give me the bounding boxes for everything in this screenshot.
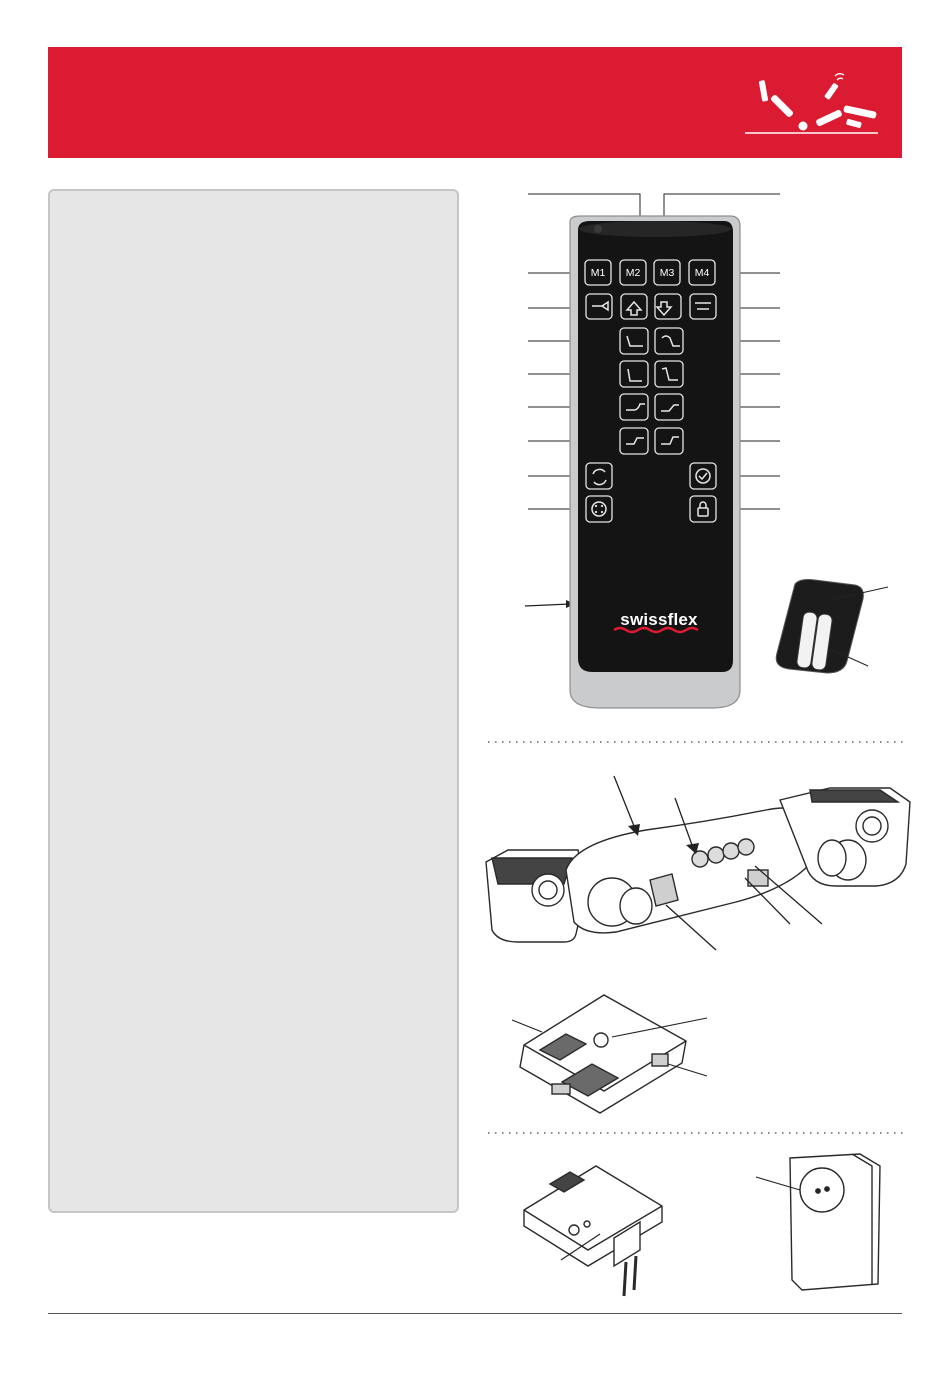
power-adapter-illustration [524,1166,662,1296]
m4-label: M4 [694,267,710,279]
foot-rest-up-button[interactable] [620,428,648,454]
m3-label: M3 [659,267,675,279]
flat-button[interactable] [690,294,716,319]
motor-unit-illustration [486,788,910,942]
body-arrow [525,604,570,606]
brand-logo: swissflex [620,610,698,629]
leg-rest-down-button[interactable] [655,394,683,420]
wall-socket-illustration [790,1154,880,1290]
head-rest-up-button[interactable] [620,361,648,387]
m1-label: M1 [590,267,606,279]
receiver-illustration [520,995,686,1113]
battery-compartment-illustration [776,580,888,674]
back-rest-up-button[interactable] [620,328,648,354]
leg-rest-up-button[interactable] [620,394,648,420]
head-rest-down-button[interactable] [655,361,683,387]
back-rest-down-button[interactable] [655,328,683,354]
footer-rule [48,1313,902,1314]
confirm-button[interactable] [690,463,716,489]
foot-rest-down-button[interactable] [655,428,683,454]
lock-button[interactable] [690,496,716,522]
m2-label: M2 [625,267,641,279]
massage-button[interactable] [586,496,612,522]
